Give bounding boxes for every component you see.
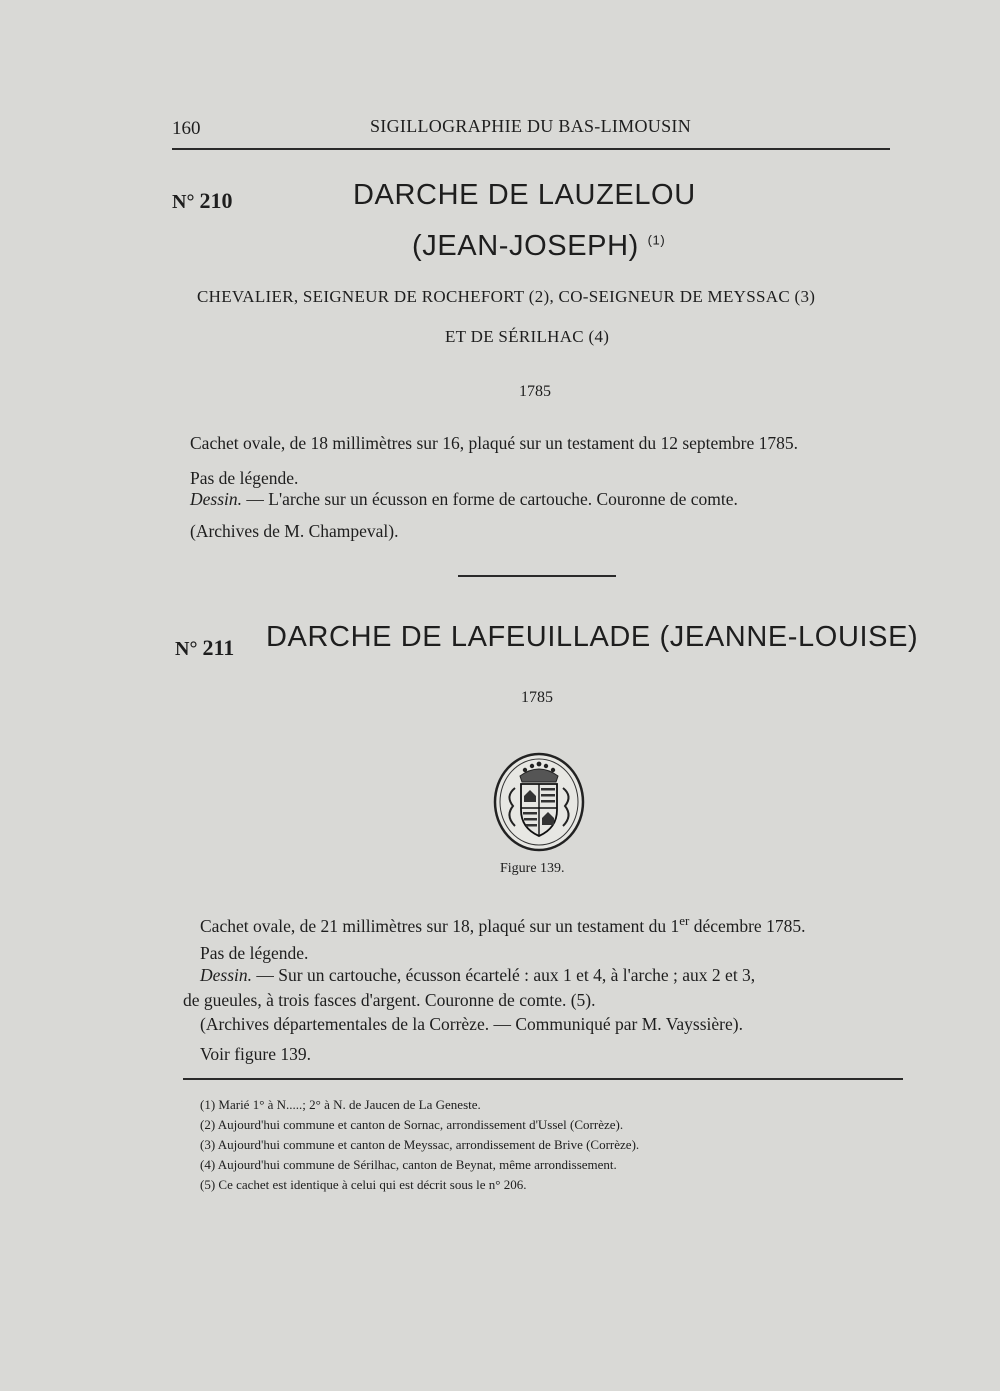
entry-211-number xyxy=(175,635,234,661)
entry-210-number xyxy=(172,188,232,214)
entry-210-qualifier-line2: ET DE SÉRILHAC (4) xyxy=(445,327,610,346)
section-divider xyxy=(458,575,616,577)
description-part-b: décembre 1785. xyxy=(689,915,806,936)
oval-seal-icon xyxy=(493,752,585,852)
entry-number-value: 210 xyxy=(199,188,233,213)
entry-210-footnote-ref: (1) xyxy=(647,232,666,248)
entry-211-year: 1785 xyxy=(521,689,553,706)
entry-211-see-figure: Voir figure 139. xyxy=(200,1044,311,1064)
entry-210-drawing xyxy=(190,488,738,510)
entry-210-qualifier-line1: CHEVALIER, SEIGNEUR DE ROCHEFORT (2), CO-SEIGNEUR DE MEYSSAC (3) xyxy=(197,287,816,306)
footnote-5: (5) Ce cachet est identique à celui qui est décrit sous le n° 206. xyxy=(200,1177,527,1192)
entry-210-legend: Pas de légende. xyxy=(190,468,299,488)
ordinal-suffix: er xyxy=(679,913,690,928)
entry-210-name: (JEAN-JOSEPH) xyxy=(412,230,639,262)
entry-211-legend: Pas de légende. xyxy=(200,943,309,963)
footnote-3: (3) Aujourd'hui commune et canton de Meyssac, arrondissement de Brive (Corrèze). xyxy=(200,1137,640,1152)
footnote-4: (4) Aujourd'hui commune de Sérilhac, canton de Beynat, même arrondissement. xyxy=(200,1157,617,1172)
entry-210-description: Cachet ovale, de 18 millimètres sur 16, plaqué sur un testament du 12 septembre 1785. xyxy=(190,433,798,453)
entry-210-title-line1: DARCHE DE LAUZELOU xyxy=(353,179,696,211)
entry-211-description xyxy=(200,910,805,937)
entry-number-value: 211 xyxy=(202,635,235,660)
footnote-rule xyxy=(183,1078,903,1080)
entry-210-source: (Archives de M. Champeval). xyxy=(190,521,399,541)
footnote-1: (1) Marié 1° à N.....; 2° à N. de Jaucen de La Geneste. xyxy=(200,1097,481,1112)
drawing-text: — L'arche sur un écusson en forme de cartouche. Couronne de comte. xyxy=(242,489,738,509)
entry-210-year: 1785 xyxy=(519,383,551,400)
footnote-2: (2) Aujourd'hui commune et canton de Sornac, arrondissement d'Ussel (Corrèze). xyxy=(200,1117,624,1132)
entry-211-title: DARCHE DE LAFEUILLADE (JEANNE-LOUISE) xyxy=(266,621,919,653)
entry-number-prefix: N° xyxy=(175,638,198,660)
drawing-text: — Sur un cartouche, écusson écartelé : aux 1 et 4, à l'arche ; aux 2 et 3, xyxy=(252,965,756,985)
page-number: 160 xyxy=(172,118,201,139)
entry-211-drawing-line2: de gueules, à trois fasces d'argent. Couronne de comte. (5). xyxy=(183,990,596,1010)
entry-number-prefix: N° xyxy=(172,191,195,213)
running-title: SIGILLOGRAPHIE DU BAS-LIMOUSIN xyxy=(370,116,691,136)
drawing-label: Dessin. xyxy=(190,489,243,509)
seal-figure xyxy=(493,752,585,857)
header-rule xyxy=(172,148,890,150)
entry-211-drawing-line1 xyxy=(200,964,755,986)
entry-211-source: (Archives départementales de la Corrèze. — Communiqué par M. Vayssière). xyxy=(200,1014,743,1034)
description-part-a: Cachet ovale, de 21 millimètres sur 18, plaqué sur un testament du 1 xyxy=(200,915,680,936)
entry-210-title-line2 xyxy=(412,230,665,263)
figure-caption: Figure 139. xyxy=(500,861,565,876)
drawing-label: Dessin. xyxy=(200,965,253,985)
